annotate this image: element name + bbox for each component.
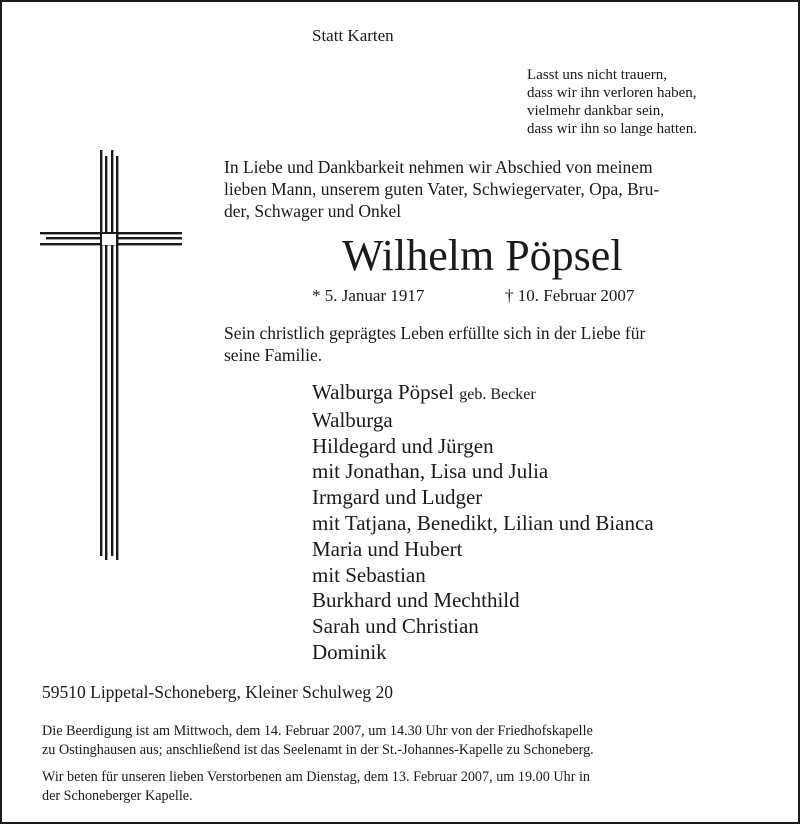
- verse-line: Lasst uns nicht trauern,: [527, 67, 667, 83]
- mourner-line: mit Jonathan, Lisa und Julia: [312, 459, 549, 484]
- mourner-line: mit Tatjana, Benedikt, Lilian und Bianca: [312, 510, 654, 535]
- cross-icon: [40, 150, 184, 560]
- life-line: seine Familie.: [224, 345, 323, 365]
- intro-line: lieben Mann, unserem guten Vater, Schwiegervater, Opa, Bru-: [224, 179, 660, 199]
- mourner-line: mit Sebastian: [312, 562, 426, 587]
- verse-line: vielmehr dankbar sein,: [527, 103, 665, 119]
- mourner-name: Walburga Pöpsel: [312, 380, 454, 404]
- mourner-line: Maria und Hubert: [312, 536, 463, 561]
- mourner-line: Walburga: [312, 407, 393, 432]
- mourner-line: Dominik: [312, 639, 387, 664]
- mourner-line: [312, 380, 654, 408]
- prayer-line: Wir beten für unseren lieben Verstorbenen am Dienstag, dem 13. Februar 2007, um 19.00 Uhr in: [42, 769, 591, 785]
- death-date: † 10. Februar 2007: [505, 286, 635, 305]
- mourner-line: Irmgard und Ludger: [312, 485, 483, 510]
- intro-line: In Liebe und Dankbarkeit nehmen wir Abschied von meinem: [224, 157, 653, 177]
- intro-line: der, Schwager und Onkel: [224, 201, 402, 221]
- intro-text: [224, 156, 760, 222]
- verse-line: dass wir ihn so lange hatten.: [527, 121, 697, 137]
- notice-heading: Statt Karten: [312, 26, 394, 45]
- mourner-line: Hildegard und Jürgen: [312, 433, 494, 458]
- funeral-line: Die Beerdigung ist am Mittwoch, dem 14. Februar 2007, um 14.30 Uhr von der Friedhofskapelle: [42, 723, 593, 739]
- maiden-name: geb. Becker: [459, 386, 536, 403]
- address: 59510 Lippetal-Schoneberg, Kleiner Schulweg 20: [42, 682, 394, 702]
- mourners-list: [312, 380, 654, 666]
- deceased-name: Wilhelm Pöpsel: [342, 231, 623, 280]
- life-line: Sein christlich geprägtes Leben erfüllte sich in der Liebe für: [224, 323, 646, 343]
- verse-line: dass wir ihn verloren haben,: [527, 85, 697, 101]
- verse: [527, 66, 697, 138]
- life-text: [224, 322, 760, 366]
- funeral-line: zu Ostinghausen aus; anschließend ist das Seelenamt in der St.-Johannes-Kapelle zu Schoneberg.: [42, 742, 594, 758]
- prayer-info: [42, 768, 762, 806]
- mourner-line: Sarah und Christian: [312, 614, 479, 639]
- prayer-line: der Schoneberger Kapelle.: [42, 788, 193, 804]
- birth-date: * 5. Januar 1917: [312, 286, 425, 305]
- mourner-line: Burkhard und Mechthild: [312, 588, 520, 613]
- funeral-info: [42, 722, 762, 760]
